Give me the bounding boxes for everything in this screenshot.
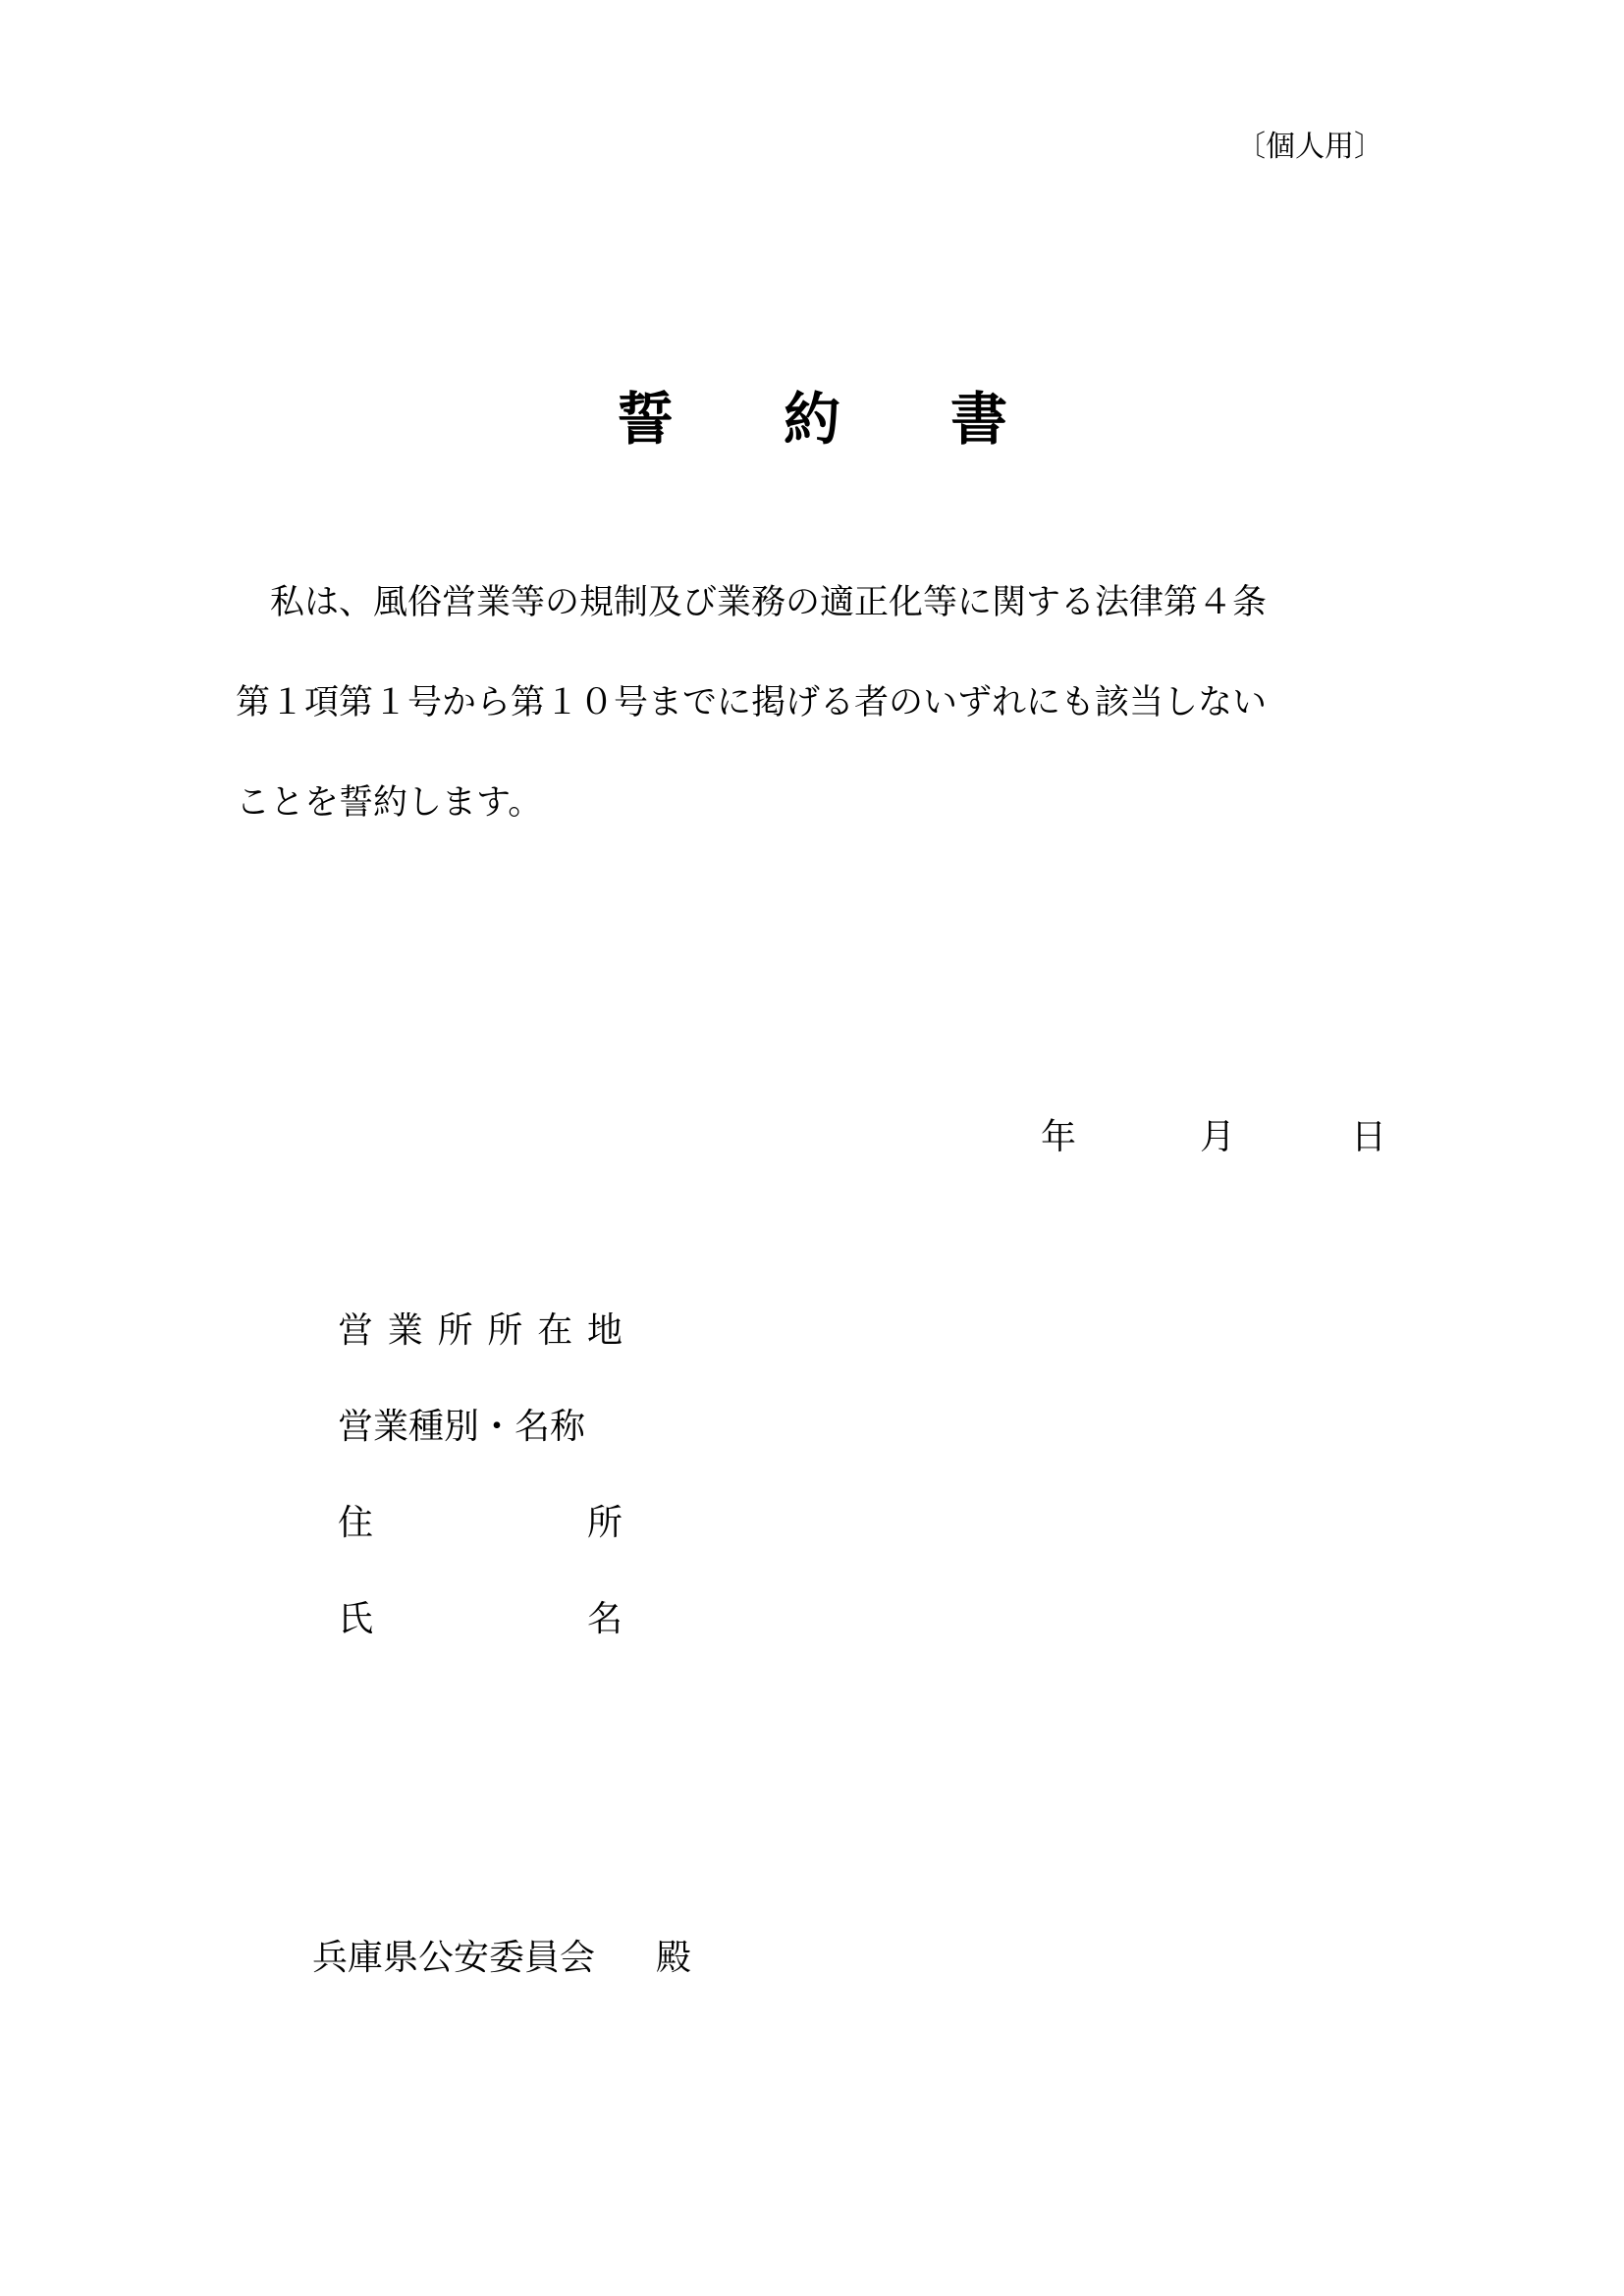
title-char-2: 約	[783, 386, 840, 453]
title-char-1: 誓	[616, 386, 674, 453]
field-name-label: 氏名	[338, 1599, 623, 1639]
date-line	[1041, 1109, 1390, 1157]
document-type-label: 〔個人用〕	[1236, 130, 1383, 164]
addressee	[312, 1930, 691, 1980]
date-year-label: 年	[1041, 1117, 1077, 1157]
pledge-text-line-1: 私は、風俗営業等の規制及び業務の適正化等に関する法律第４条	[236, 583, 1268, 622]
field-business-location-label: 営業所所在地	[338, 1310, 623, 1351]
title-char-3: 書	[950, 386, 1008, 453]
date-month-label: 月	[1200, 1117, 1236, 1157]
field-address-label: 住所	[338, 1503, 623, 1543]
addressee-name: 兵庫県公安委員会	[312, 1938, 596, 1978]
pledge-text-line-3: ことを誓約します。	[236, 783, 543, 823]
pledge-text-line-2: 第１項第１号から第１０号までに掲げる者のいずれにも該当しない	[236, 683, 1268, 722]
date-day-label: 日	[1351, 1117, 1387, 1157]
document-title	[0, 373, 1624, 455]
field-business-type-name-label: 営業種別・名称	[338, 1407, 586, 1447]
addressee-honorific: 殿	[656, 1938, 692, 1978]
